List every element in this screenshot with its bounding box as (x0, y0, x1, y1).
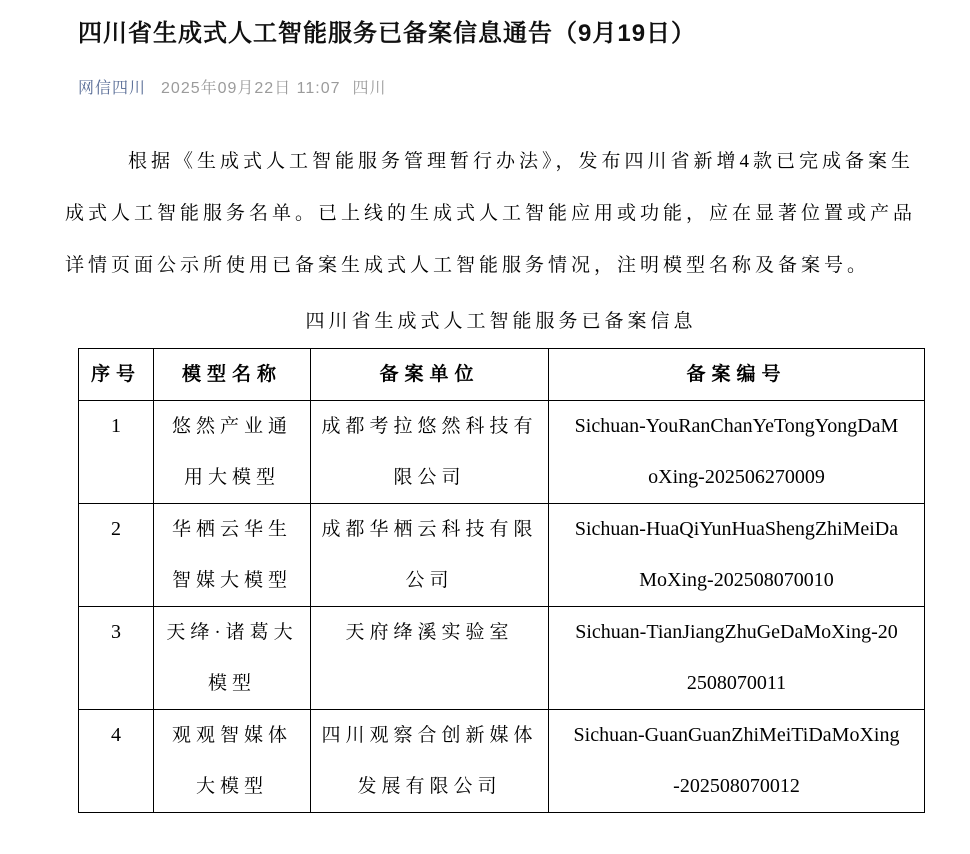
publish-datetime: 2025年09月22日 11:07 (161, 80, 341, 97)
cell-line: 限公司 (393, 467, 466, 488)
cell-line: 观观智媒体 (171, 725, 292, 746)
cell-model-name (154, 504, 311, 607)
article-page (0, 17, 970, 813)
cell-reg-number (549, 710, 925, 813)
cell-line: MoXing-202508070010 (639, 569, 834, 591)
cell-line: 四川观察合创新媒体 (321, 725, 538, 746)
cell-line: Sichuan-YouRanChanYeTongYongDaM (574, 415, 899, 437)
cell-line: 成都考拉悠然科技有 (321, 416, 538, 437)
cell-line: 悠然产业通 (171, 416, 292, 437)
cell-org (311, 607, 549, 710)
cell-line: 华栖云华生 (171, 519, 292, 540)
cell-line: 天绛·诸葛大 (166, 622, 298, 643)
cell-model-name (154, 710, 311, 813)
column-header-index: 序号 (79, 349, 154, 401)
column-header-model-name: 模型名称 (154, 349, 311, 401)
table-header-row (79, 349, 925, 401)
column-header-org: 备案单位 (311, 349, 549, 401)
cell-org (311, 401, 549, 504)
table-row (79, 607, 925, 710)
table-row (79, 504, 925, 607)
column-header-reg-number: 备案编号 (549, 349, 925, 401)
cell-reg-number (549, 401, 925, 504)
cell-index: 1 (79, 401, 154, 504)
cell-index: 2 (79, 504, 154, 607)
cell-line: Sichuan-GuanGuanZhiMeiTiDaMoXing (573, 724, 900, 746)
cell-reg-number (549, 607, 925, 710)
cell-line: Sichuan-TianJiangZhuGeDaMoXing-20 (575, 621, 898, 643)
cell-line: Sichuan-HuaQiYunHuaShengZhiMeiDa (574, 518, 899, 540)
cell-line: 用大模型 (183, 467, 280, 488)
cell-model-name (154, 607, 311, 710)
cell-index: 4 (79, 710, 154, 813)
cell-line: 成都华栖云科技有限 (321, 519, 538, 540)
cell-org (311, 710, 549, 813)
source-account-link[interactable]: 网信四川 (78, 80, 147, 97)
table-row (79, 710, 925, 813)
article-meta (78, 78, 970, 100)
cell-model-name (154, 401, 311, 504)
cell-org (311, 504, 549, 607)
paragraph-line: 详情页面公示所使用已备案生成式人工智能服务情况，注明模型名称及备案号。 (65, 255, 871, 276)
cell-line: 智媒大模型 (171, 570, 292, 591)
publish-location: 四川 (352, 80, 387, 97)
article-paragraph (65, 136, 930, 292)
cell-line: 2508070011 (686, 672, 787, 694)
cell-line: 公司 (405, 570, 454, 591)
paragraph-line: 根据《生成式人工智能服务管理暂行办法》，发布四川省新增4款已完成备案生 (128, 151, 915, 172)
paragraph-line: 成式人工智能服务名单。已上线的生成式人工智能应用或功能，应在显著位置或产品 (65, 203, 917, 224)
cell-reg-number (549, 504, 925, 607)
table-caption: 四川省生成式人工智能服务已备案信息 (305, 311, 697, 332)
cell-line: 天府绛溪实验室 (345, 622, 514, 643)
cell-line: -202508070012 (673, 775, 800, 797)
cell-line: 发展有限公司 (357, 776, 502, 797)
cell-line: oXing-202506270009 (648, 466, 825, 488)
cell-line: 大模型 (195, 776, 268, 797)
records-table (78, 348, 925, 813)
cell-line: 模型 (207, 673, 256, 694)
cell-index: 3 (79, 607, 154, 710)
article-title: 四川省生成式人工智能服务已备案信息通告（9月19日） (78, 20, 697, 47)
table-row (79, 401, 925, 504)
